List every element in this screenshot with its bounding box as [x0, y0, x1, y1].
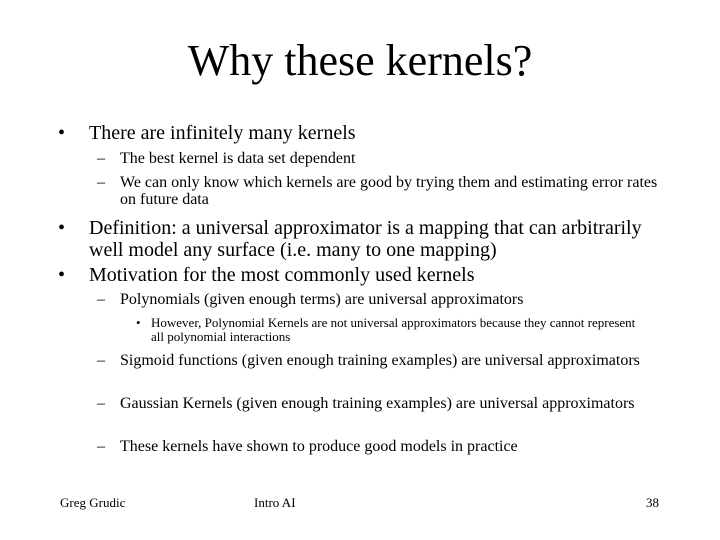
sub-bullet-item [97, 352, 660, 369]
bullet-marker: • [58, 122, 66, 144]
bullet-marker: • [58, 264, 66, 286]
bullet-item [58, 264, 649, 286]
sub-bullet-text: We can only know which kernels are good by trying them and estimating error rates on future data [120, 174, 658, 208]
dash-marker: – [97, 150, 105, 167]
sub-bullet-text: Gaussian Kernels (given enough training examples) are universal approximators [120, 395, 635, 412]
bullet-item [58, 122, 649, 144]
bullet-item [58, 217, 649, 261]
bullet-marker: • [58, 217, 66, 239]
sub-bullet-text: Sigmoid functions (given enough training examples) are universal approximators [120, 352, 640, 369]
dash-marker: – [97, 438, 105, 455]
sub-bullet-item [97, 174, 660, 208]
sub-bullet-text: The best kernel is data set dependent [120, 150, 356, 167]
sub-sub-bullet-item [136, 316, 651, 344]
sub-sub-bullet-text: However, Polynomial Kernels are not universal approximators because they cannot represent all polynomial interactions [151, 315, 636, 344]
bullet-text: Definition: a universal approximator is a mapping that can arbitrarily well model any surface (i.e. many to one mapping) [89, 217, 642, 261]
bullet-text: Motivation for the most commonly used kernels [89, 264, 475, 286]
dash-marker: – [97, 174, 105, 191]
sub-bullet-item [97, 291, 660, 308]
footer-course: Intro AI [254, 495, 296, 510]
sub-bullet-item [97, 150, 660, 167]
dash-marker: – [97, 352, 105, 369]
dot-marker: • [136, 315, 141, 330]
bullet-text: There are infinitely many kernels [89, 122, 356, 144]
sub-bullet-text: These kernels have shown to produce good models in practice [120, 438, 518, 455]
slide-title: Why these kernels? [187, 36, 533, 85]
footer-page-number: 38 [646, 495, 659, 510]
footer-author: Greg Grudic [60, 495, 126, 510]
dash-marker: – [97, 291, 105, 308]
dash-marker: – [97, 395, 105, 412]
sub-bullet-item [97, 438, 660, 455]
sub-bullet-text: Polynomials (given enough terms) are universal approximators [120, 291, 524, 308]
sub-bullet-item [97, 395, 660, 412]
